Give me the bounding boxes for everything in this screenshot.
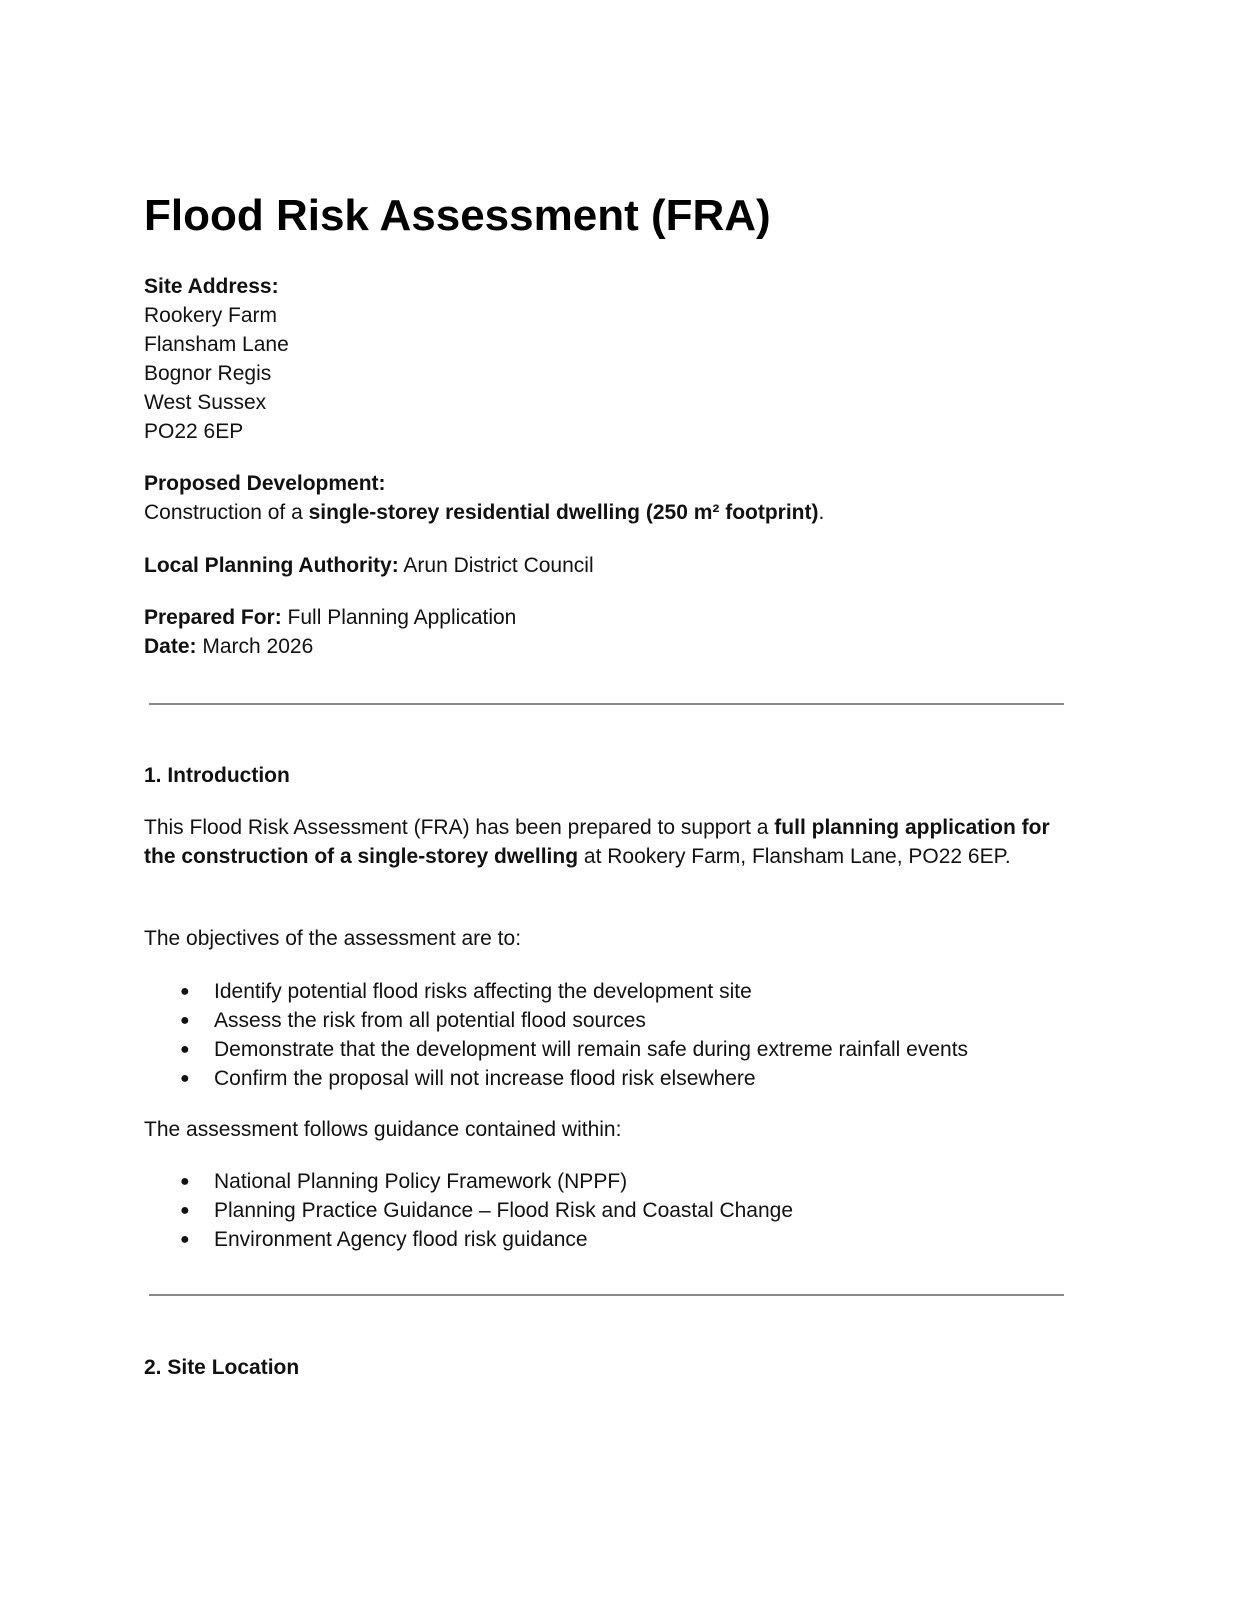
bullet-icon: ● xyxy=(180,1070,190,1087)
list-item xyxy=(144,1035,968,1064)
proposed-development-emphasis: single-storey residential dwelling (250 m² footprint) xyxy=(308,501,819,524)
bullet-icon: ● xyxy=(180,1041,190,1058)
proposed-development-text-end: . xyxy=(818,501,825,524)
introduction-paragraph xyxy=(144,813,1059,871)
list-item xyxy=(144,1064,968,1093)
intro-emphasis: full planning application for the construction of a single-storey dwelling xyxy=(144,816,1050,868)
list-item-text: Confirm the proposal will not increase flood risk elsewhere xyxy=(214,1067,756,1090)
bullet-icon: ● xyxy=(180,1202,190,1219)
planning-authority-block xyxy=(144,551,594,580)
intro-text-end: at Rookery Farm, Flansham Lane, PO22 6EP. xyxy=(578,845,1011,868)
intro-text-start: This Flood Risk Assessment (FRA) has been prepared to support a xyxy=(144,816,775,839)
list-item-text: National Planning Policy Framework (NPPF) xyxy=(214,1170,628,1193)
section-divider xyxy=(149,703,1064,705)
section-1-heading: 1. Introduction xyxy=(144,764,290,787)
objectives-list xyxy=(144,977,968,1093)
date-value: March 2026 xyxy=(196,635,314,658)
list-item-text: Assess the risk from all potential flood sources xyxy=(214,1009,646,1032)
list-item-text: Planning Practice Guidance – Flood Risk and Coastal Change xyxy=(214,1199,794,1222)
proposed-development-text xyxy=(144,498,824,527)
list-item xyxy=(144,1225,793,1254)
list-item xyxy=(144,1006,968,1035)
list-item-text: Environment Agency flood risk guidance xyxy=(214,1228,588,1251)
site-address-line: West Sussex xyxy=(144,391,267,414)
bullet-icon: ● xyxy=(180,1231,190,1248)
guidance-lead: The assessment follows guidance contained within: xyxy=(144,1118,622,1141)
list-item xyxy=(144,977,968,1006)
objectives-lead: The objectives of the assessment are to: xyxy=(144,927,522,950)
proposed-development-text-start: Construction of a xyxy=(144,501,309,524)
document-title: Flood Risk Assessment (FRA) xyxy=(144,191,771,240)
prepared-for-block xyxy=(144,603,516,661)
site-address-block xyxy=(144,272,289,446)
section-2-heading: 2. Site Location xyxy=(144,1356,300,1379)
list-item xyxy=(144,1196,793,1225)
date-label: Date: xyxy=(144,635,197,658)
proposed-development-block xyxy=(144,469,824,527)
proposed-development-label: Proposed Development: xyxy=(144,472,386,495)
bullet-icon: ● xyxy=(180,1173,190,1190)
site-address-line: Bognor Regis xyxy=(144,362,272,385)
list-item-text: Identify potential flood risks affecting the development site xyxy=(214,980,752,1003)
site-address-line: Flansham Lane xyxy=(144,333,289,356)
list-item-text: Demonstrate that the development will remain safe during extreme rainfall events xyxy=(214,1038,969,1061)
section-divider xyxy=(149,1294,1064,1296)
list-item xyxy=(144,1167,793,1196)
bullet-icon: ● xyxy=(180,983,190,1000)
prepared-for-label: Prepared For: xyxy=(144,606,282,629)
bullet-icon: ● xyxy=(180,1012,190,1029)
site-address-label: Site Address: xyxy=(144,275,279,298)
prepared-for-value: Full Planning Application xyxy=(281,606,517,629)
guidance-list xyxy=(144,1167,793,1254)
planning-authority-value: Arun District Council xyxy=(398,554,594,577)
planning-authority-label: Local Planning Authority: xyxy=(144,554,399,577)
site-address-line: PO22 6EP xyxy=(144,420,244,443)
site-address-line: Rookery Farm xyxy=(144,304,278,327)
